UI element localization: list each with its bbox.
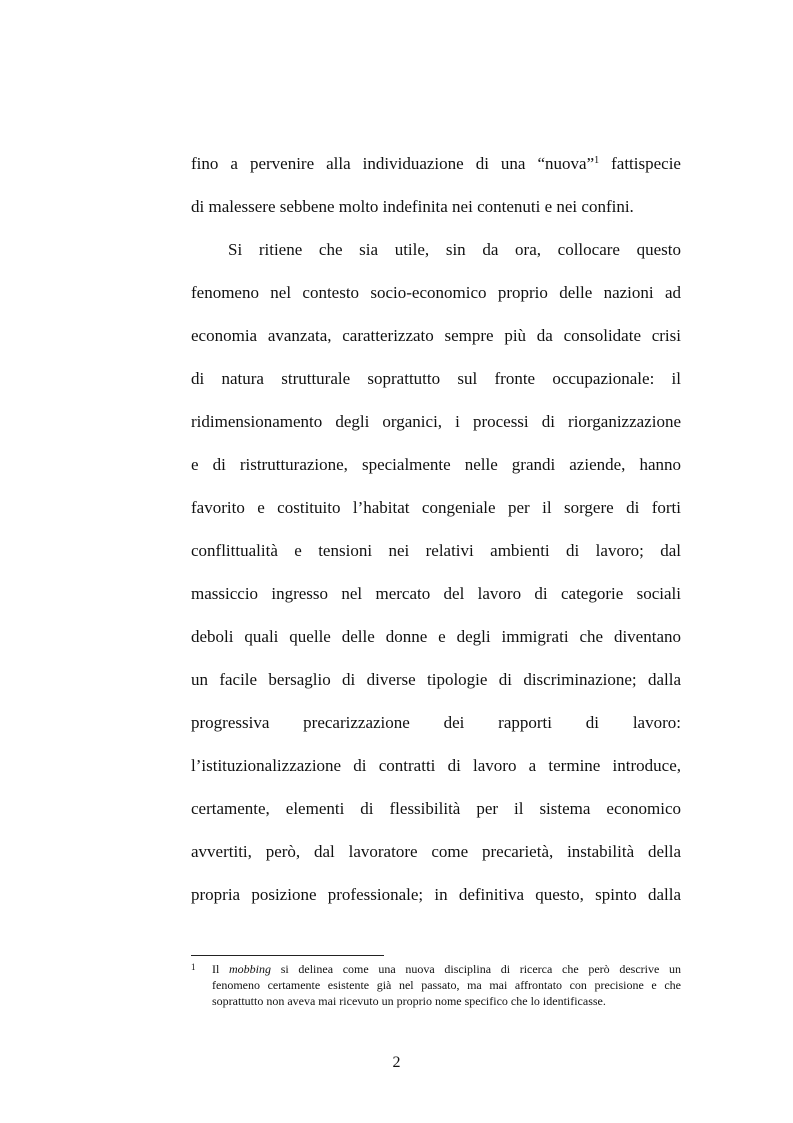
body-line: ridimensionamento degli organici, i processi di riorganizzazione	[191, 412, 681, 431]
body-line: di malessere sebbene molto indefinita nei contenuti e nei confini.	[191, 197, 634, 216]
footnote-marker: 1	[191, 962, 196, 972]
body-line: avvertiti, però, dal lavoratore come precarietà, instabilità della	[191, 842, 681, 861]
body-line: di natura strutturale soprattutto sul fronte occupazionale: il	[191, 369, 681, 388]
body-line: propria posizione professionale; in definitiva questo, spinto dalla	[191, 885, 681, 904]
footnote-line: Il mobbing si delinea come una nuova disciplina di ricerca che però descrive un	[212, 962, 681, 976]
body-line: certamente, elementi di flessibilità per il sistema economico	[191, 799, 681, 818]
body-line: favorito e costituito l’habitat congeniale per il sorgere di forti	[191, 498, 681, 517]
body-line: massiccio ingresso nel mercato del lavoro di categorie sociali	[191, 584, 681, 603]
footnote-separator	[191, 955, 384, 956]
body-line: conflittualità e tensioni nei relativi ambienti di lavoro; dal	[191, 541, 681, 560]
body-line: progressiva precarizzazione dei rapporti di lavoro:	[191, 713, 681, 732]
body-line: fino a pervenire alla individuazione di una “nuova”$^1$ fattispecie	[191, 154, 681, 173]
footnote-line: soprattutto non aveva mai ricevuto un proprio nome specifico che lo identificasse.	[212, 994, 606, 1008]
body-line: e di ristrutturazione, specialmente nelle grandi aziende, hanno	[191, 455, 681, 474]
page-number: 2	[392, 1054, 401, 1071]
footnote-line: fenomeno certamente esistente già nel passato, ma mai affrontato con precisione e che	[212, 978, 681, 992]
body-line: economia avanzata, caratterizzato sempre più da consolidate crisi	[191, 326, 681, 345]
body-line: l’istituzionalizzazione di contratti di lavoro a termine introduce,	[191, 756, 681, 775]
body-line: deboli quali quelle delle donne e degli immigrati che diventano	[191, 627, 681, 646]
body-line: fenomeno nel contesto socio-economico proprio delle nazioni ad	[191, 283, 681, 302]
footnote	[191, 961, 681, 1009]
body-line: un facile bersaglio di diverse tipologie di discriminazione; dalla	[191, 670, 681, 689]
italic-term: mobbing	[229, 962, 272, 976]
footnote-text	[212, 961, 681, 1009]
body-line: Si ritiene che sia utile, sin da ora, collocare questo	[228, 240, 681, 259]
body-text	[191, 142, 681, 916]
footnote-reference[interactable]: 1	[594, 155, 600, 166]
